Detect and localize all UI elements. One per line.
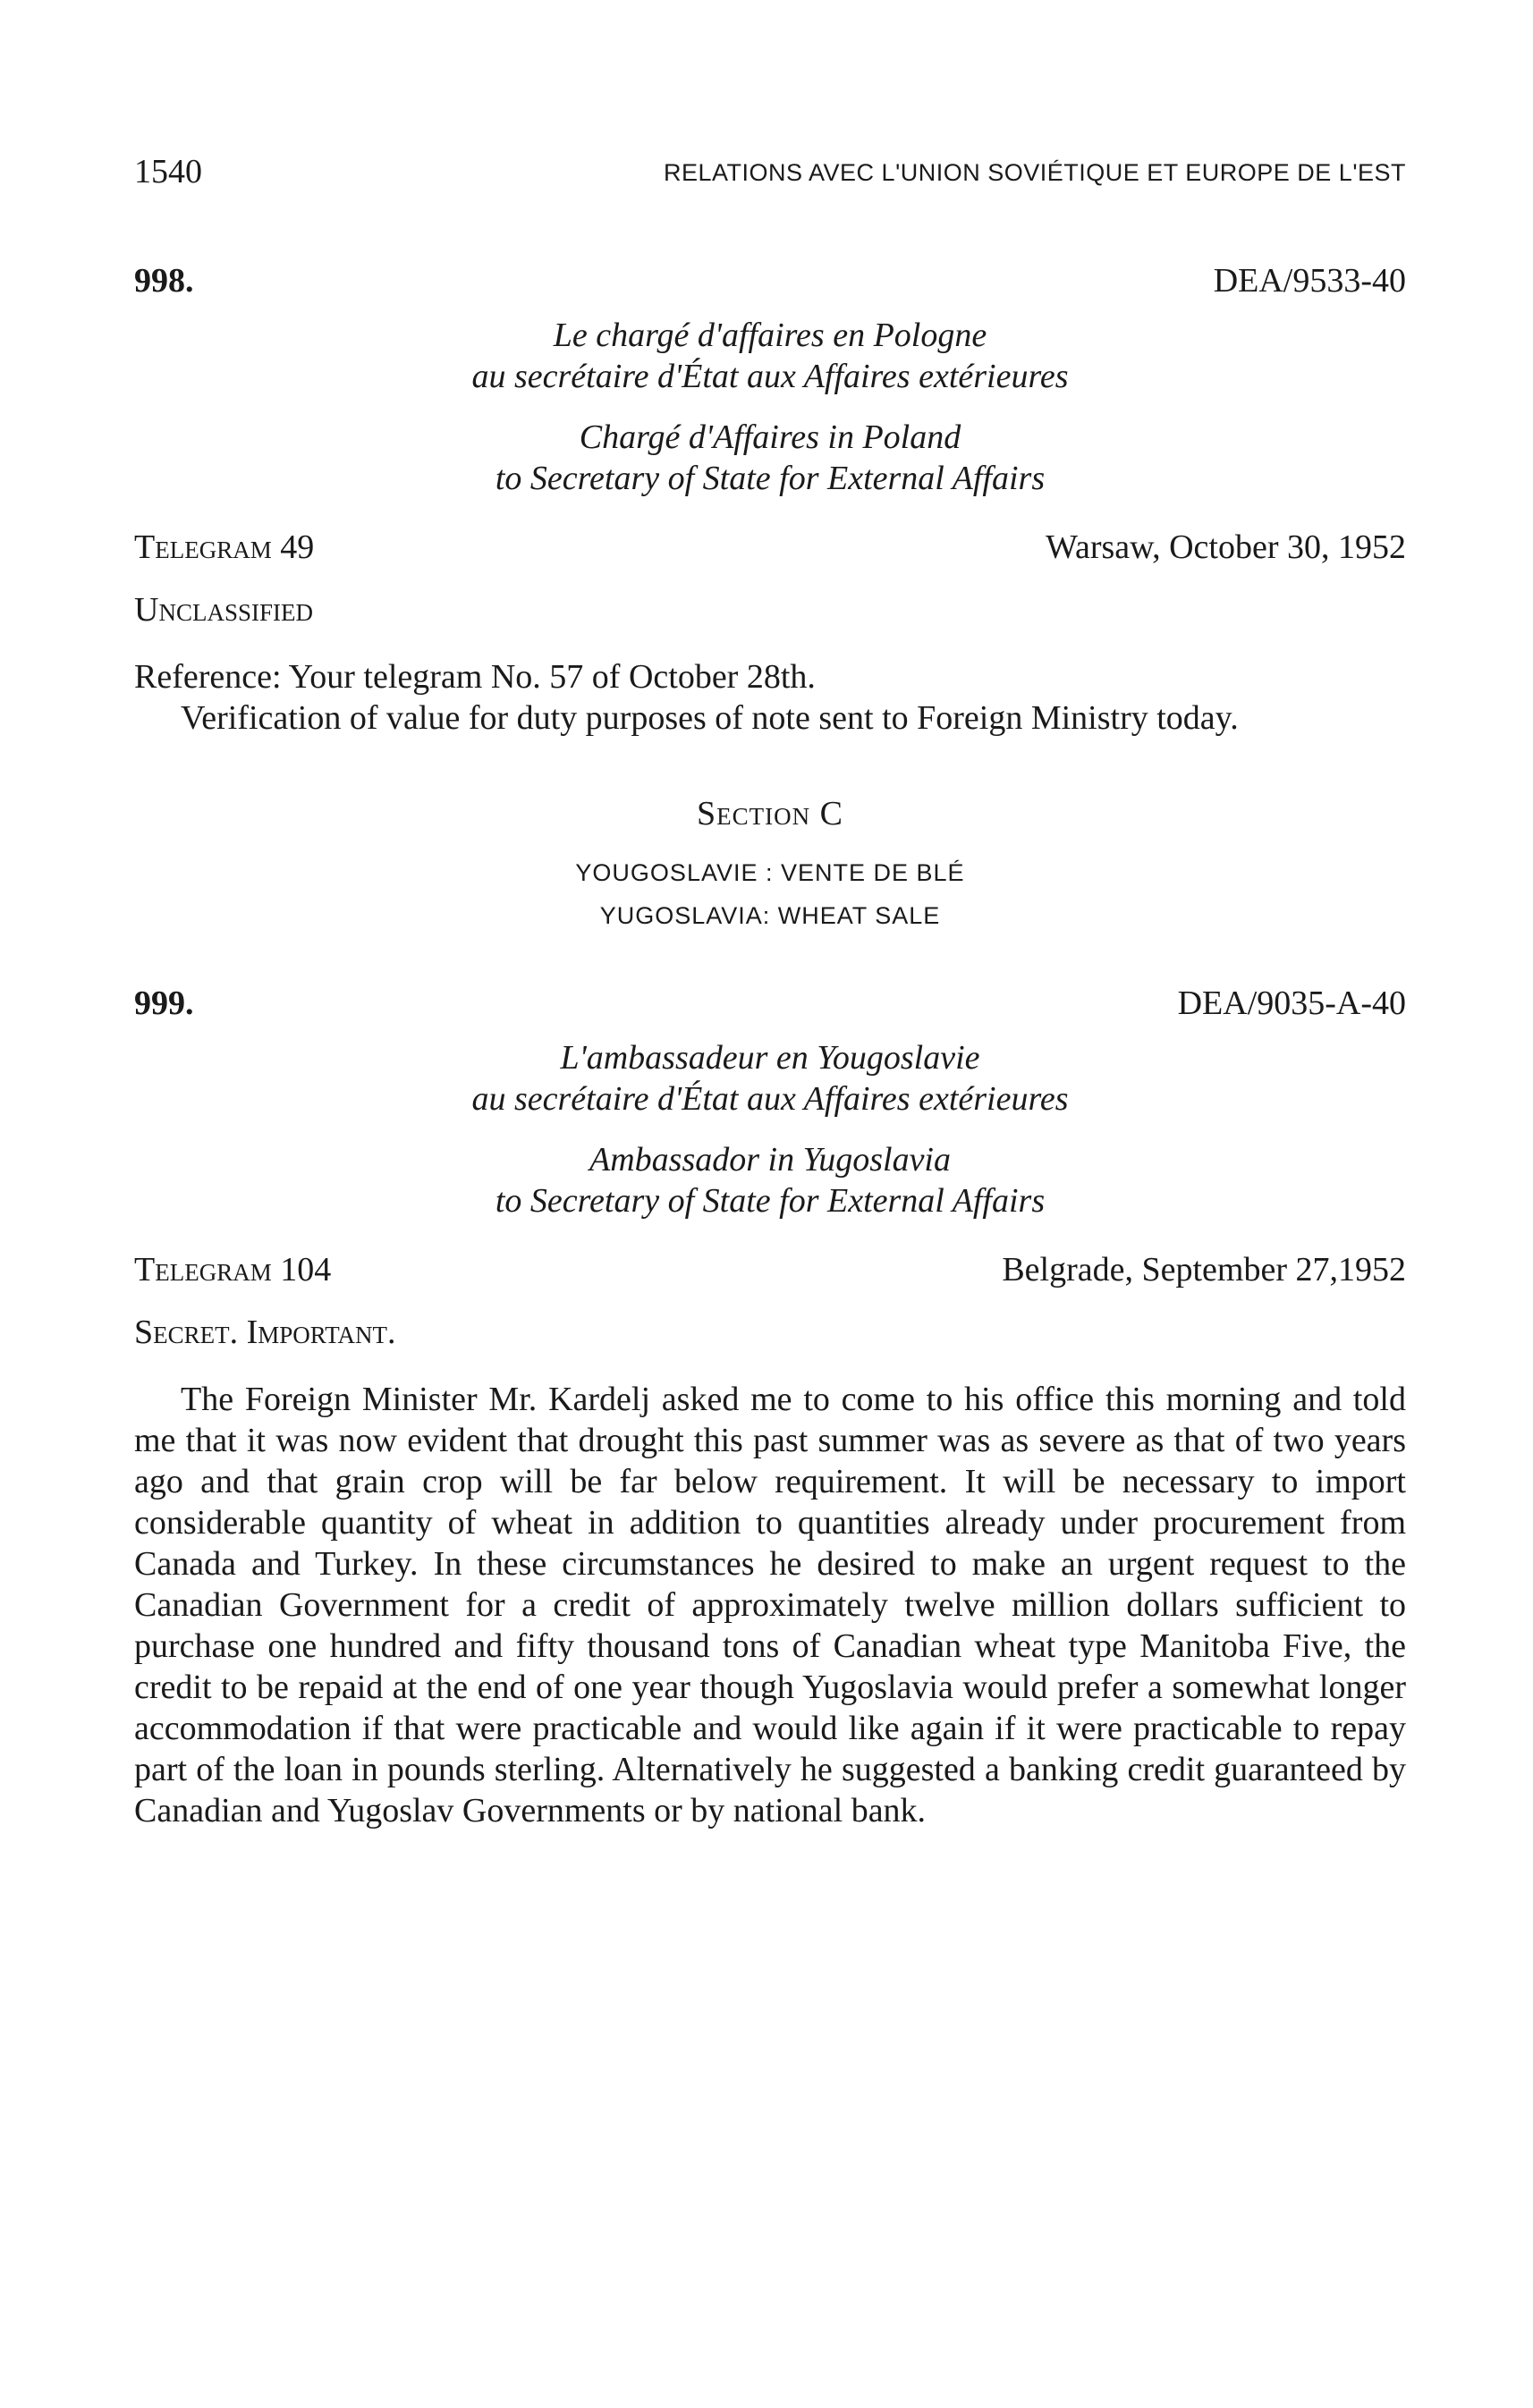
page-number: 1540: [134, 153, 202, 190]
doc-998-paragraph-1: Reference: Your telegram No. 57 of October 28th.: [134, 658, 816, 696]
doc-998-place-date: Warsaw, October 30, 1952: [1046, 528, 1406, 566]
doc-999-place-date: Belgrade, September 27,1952: [1002, 1251, 1406, 1288]
doc-999-address: [134, 1037, 1406, 1221]
doc-998-paragraph-2: Verification of value for duty purposes of note sent to Foreign Ministry today.: [181, 699, 1239, 737]
doc-998-body: [134, 656, 1406, 739]
document-page: [134, 152, 1406, 1831]
doc-999-body: [134, 1379, 1406, 1831]
doc-999-heading: [134, 984, 1406, 1028]
doc-999-paragraph-1: The Foreign Minister Mr. Kardelj asked me to come to his office this morning and told me that it was now evident that drought this past summer was as severe as that of two years ago and that grain crop will be far below requirement. It will be necessary to import considerable quantity of wheat in addition to quantities already under procurement from Canada and Turkey. In these circumstances he desired to make an urgent request to the Canadian Government for a credit of approximately twelve million dollars sufficient to purchase one hundred and fifty thousand tons of Canadian wheat type Manitoba Five, the credit to be repaid at the end of one year though Yugoslavia would prefer a somewhat longer accommodation if that were practicable and would like again if it were practicable to repay part of the loan in pounds sterling. Alternatively he suggested a banking credit guaranteed by Canadian and Yugoslav Governments or by national bank.: [134, 1381, 1406, 1829]
doc-999-address-en-1: Ambassador in Yugoslavia: [589, 1141, 951, 1179]
doc-999-file-ref: DEA/9035-A-40: [1177, 984, 1406, 1022]
section-subtitle-en: YUGOSLAVIA: WHEAT SALE: [599, 902, 941, 929]
running-head: RELATIONS AVEC L'UNION SOVIÉTIQUE ET EUROPE DE L'EST: [663, 159, 1406, 186]
doc-998-address: [134, 315, 1406, 499]
doc-999-classification: Secret. Important.: [134, 1314, 396, 1351]
doc-999-address-fr-1: L'ambassadeur en Yougoslavie: [560, 1039, 980, 1077]
doc-999-address-en-2: to Secretary of State for External Affairs: [495, 1182, 1046, 1220]
doc-999-address-fr-2: au secrétaire d'État aux Affaires extérieures: [471, 1080, 1069, 1118]
section-title: Section C: [697, 795, 843, 832]
doc-999-meta: [134, 1250, 1406, 1293]
doc-998-telegram: Telegram 49: [134, 528, 315, 566]
doc-999-telegram: Telegram 104: [134, 1251, 332, 1288]
doc-998-address-en-1: Chargé d'Affaires in Poland: [579, 418, 961, 456]
doc-998-address-fr-2: au secrétaire d'État aux Affaires extérieures: [471, 358, 1069, 395]
doc-998-address-en-2: to Secretary of State for External Affairs: [495, 460, 1046, 497]
page-header: [134, 152, 1406, 206]
doc-998-number: 998.: [134, 262, 194, 300]
section-heading: [134, 794, 1406, 937]
doc-998-file-ref: DEA/9533-40: [1213, 262, 1406, 300]
doc-999-number: 999.: [134, 984, 194, 1022]
doc-998-address-fr-1: Le chargé d'affaires en Pologne: [553, 317, 987, 354]
doc-998-heading: [134, 261, 1406, 306]
doc-998-meta: [134, 528, 1406, 570]
doc-998-classification: Unclassified: [134, 591, 313, 629]
section-subtitle-fr: YOUGOSLAVIE : VENTE DE BLÉ: [575, 859, 965, 886]
